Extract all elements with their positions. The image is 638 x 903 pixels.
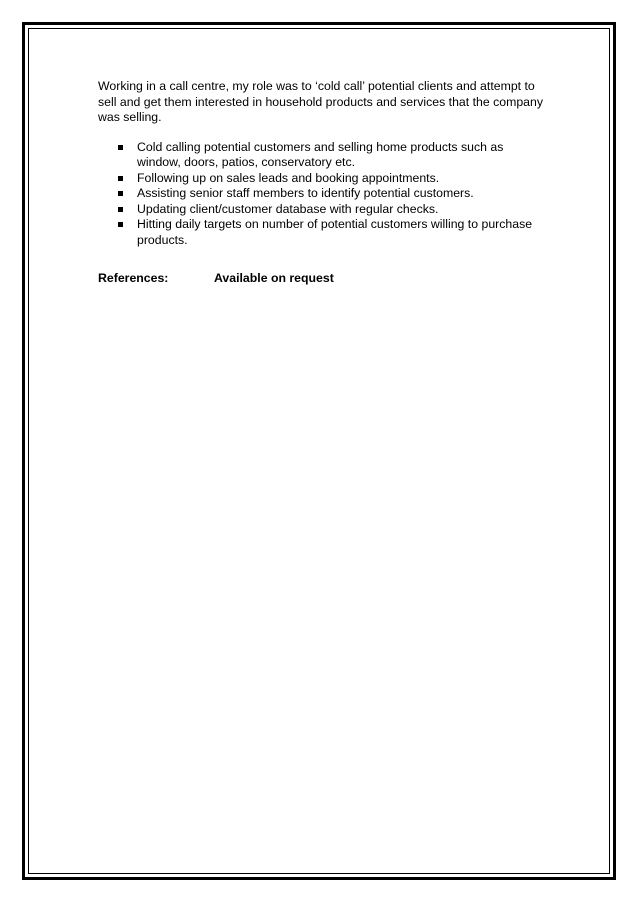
duty-text: Following up on sales leads and booking appointments. xyxy=(137,170,440,185)
list-item xyxy=(137,186,548,202)
duty-text: Assisting senior staff members to identify potential customers. xyxy=(137,186,474,200)
list-item xyxy=(137,171,548,187)
square-bullet-icon xyxy=(118,207,123,212)
list-item xyxy=(137,140,548,171)
square-bullet-icon xyxy=(118,191,123,196)
square-bullet-icon xyxy=(118,145,123,150)
list-item xyxy=(137,217,548,248)
references-label: References: xyxy=(98,271,169,285)
duty-text: Updating client/customer database with regular checks. xyxy=(137,201,439,216)
references-value: Available on request xyxy=(214,271,334,285)
duties-list xyxy=(98,140,548,249)
duty-text: Hitting daily targets on number of potential customers willing to purchase products. xyxy=(137,217,533,247)
document-body xyxy=(98,79,548,287)
duty-text: Cold calling potential customers and selling home products such as window, doors, patios, conservatory etc. xyxy=(137,139,504,169)
square-bullet-icon xyxy=(118,176,123,181)
experience-description: Working in a call centre, my role was to ‘cold call’ potential clients and attempt to sell and get them interested in household products and services that the company was selling. xyxy=(98,79,544,124)
square-bullet-icon xyxy=(118,222,123,227)
list-item xyxy=(137,202,548,218)
references-section xyxy=(98,271,548,287)
